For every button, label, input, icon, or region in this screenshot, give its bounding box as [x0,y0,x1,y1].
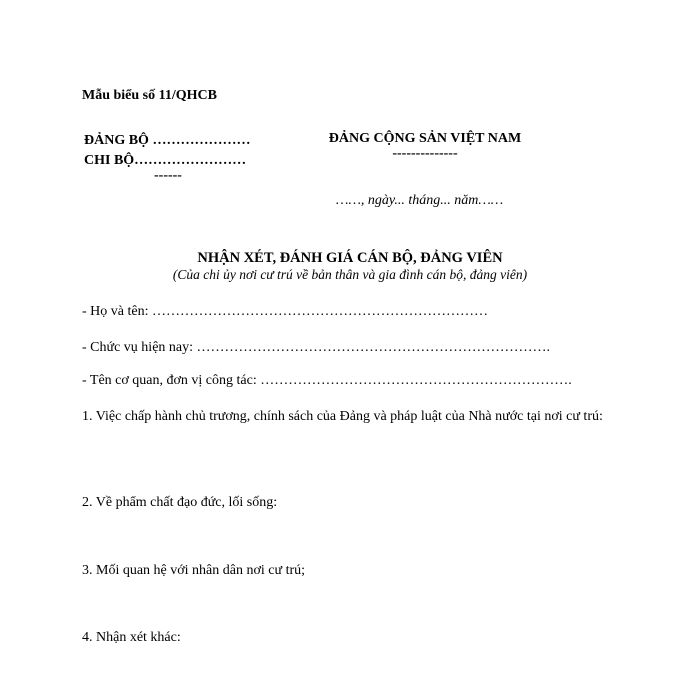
field-workplace: - Tên cơ quan, đơn vị công tác: …………………………………………………………. [82,373,572,388]
party-committee-block [84,131,250,181]
date-line: ……, ngày... tháng... năm…… [336,193,504,208]
document-title-block [80,250,620,283]
document-subtitle: (Của chi ủy nơi cư trú về bản thân và gia đình cán bộ, đảng viên) [172,267,528,282]
left-divider: ------ [154,168,182,183]
section-policy-compliance: 1. Việc chấp hành chủ trương, chính sách của Đảng và pháp luật của Nhà nước tại nơi cư trú: [82,409,603,424]
field-full-name: - Họ và tên: ……………………………………………………………… [82,304,488,319]
party-cell-line: CHI BỘ…………………… [84,153,247,168]
section-community-relations: 3. Mối quan hệ với nhân dân nơi cư trú; [82,563,306,578]
party-committee-line: ĐẢNG BỘ ………………… [84,133,251,148]
section-ethics-lifestyle: 2. Về phẩm chất đạo đức, lối sống: [82,495,278,510]
form-number: Mẫu biểu số 11/QHCB [82,88,217,103]
national-party-title: ĐẢNG CỘNG SẢN VIỆT NAM [328,131,522,146]
document-title: NHẬN XÉT, ĐÁNH GIÁ CÁN BỘ, ĐẢNG VIÊN [197,250,503,266]
section-other-comments: 4. Nhận xét khác: [82,630,181,645]
field-current-position: - Chức vụ hiện nay: …………………………………………………………………. [82,340,551,355]
right-divider: -------------- [392,146,458,161]
national-party-block [300,131,550,161]
